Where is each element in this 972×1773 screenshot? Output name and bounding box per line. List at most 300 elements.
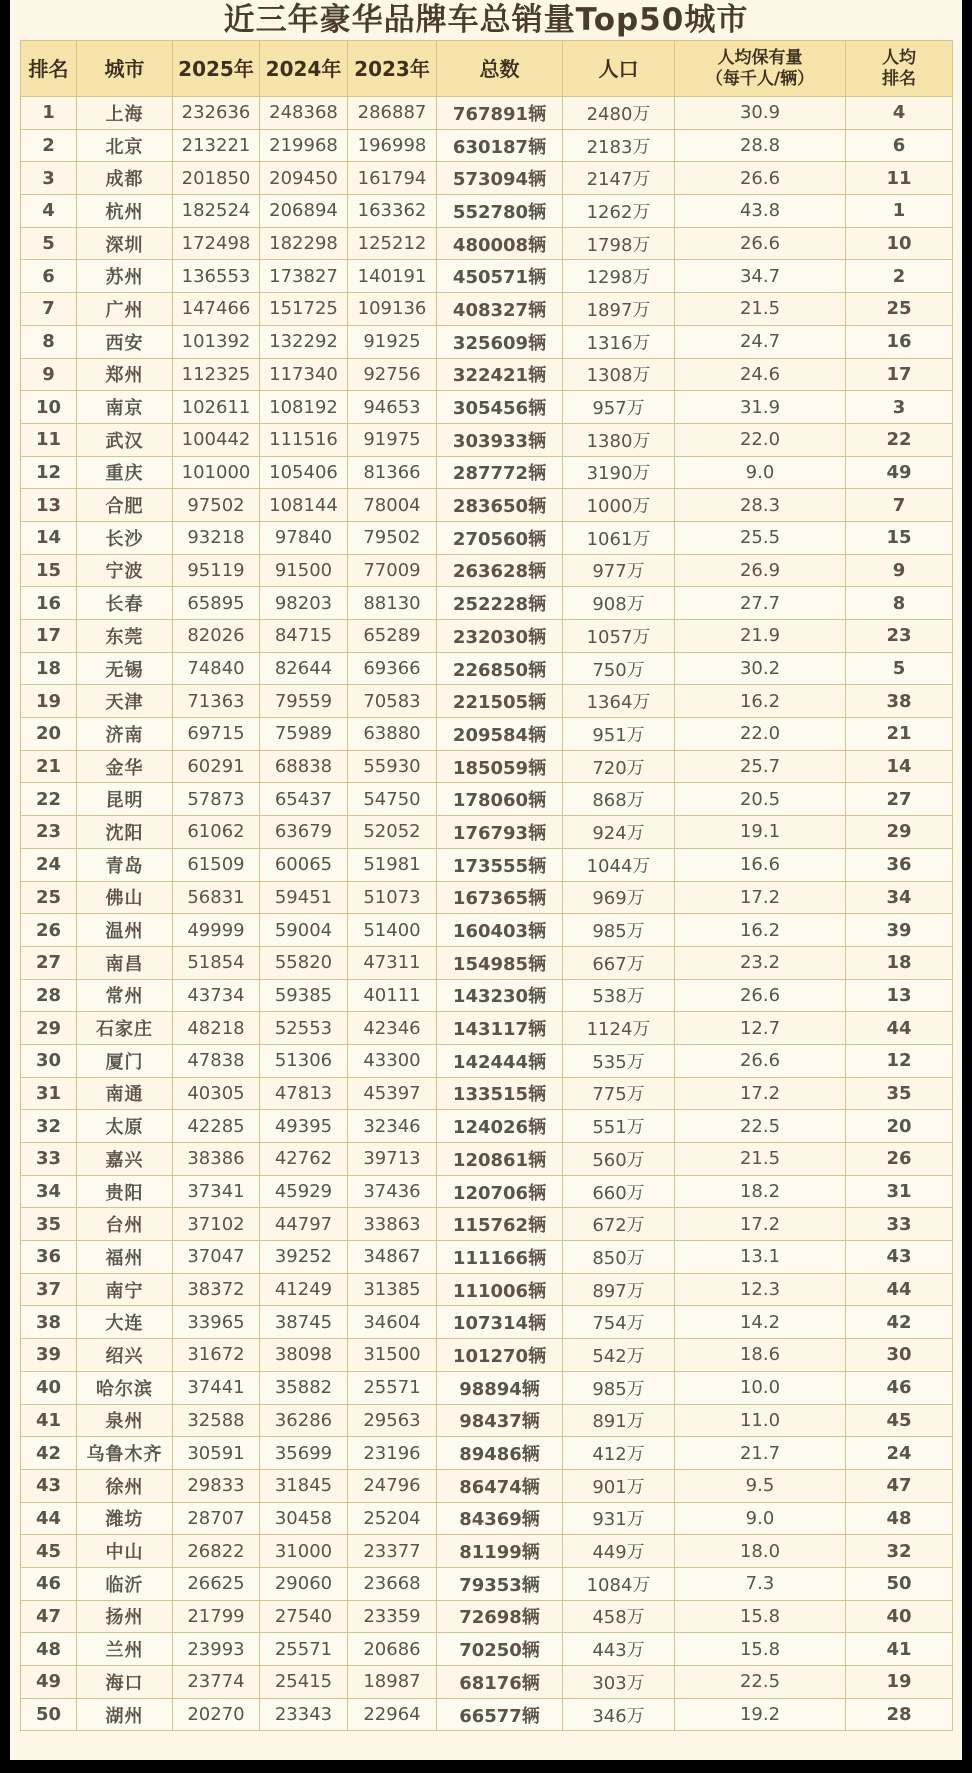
cell-per-capita-rank: 7 (846, 489, 953, 522)
cell-city: 贵阳 (77, 1175, 173, 1208)
cell-2023: 20686 (348, 1633, 437, 1666)
cell-2024: 82644 (260, 652, 348, 685)
cell-total: 252228辆 (437, 587, 563, 620)
table-row (21, 456, 953, 489)
cell-2024: 97840 (260, 521, 348, 554)
cell-per-capita: 16.2 (675, 914, 846, 947)
cell-per-capita: 14.2 (675, 1306, 846, 1339)
table-row (21, 914, 953, 947)
cell-total: 283650辆 (437, 489, 563, 522)
cell-per-capita: 20.5 (675, 783, 846, 816)
cell-2025: 201850 (173, 162, 260, 195)
cell-population: 891万 (563, 1404, 675, 1437)
cell-2024: 31845 (260, 1469, 348, 1502)
cell-2024: 55820 (260, 946, 348, 979)
cell-2024: 51306 (260, 1044, 348, 1077)
cell-2023: 78004 (348, 489, 437, 522)
cell-total: 142444辆 (437, 1044, 563, 1077)
cell-city: 长沙 (77, 521, 173, 554)
cell-total: 107314辆 (437, 1306, 563, 1339)
cell-2024: 35699 (260, 1437, 348, 1470)
cell-per-capita: 25.7 (675, 750, 846, 783)
cell-population: 931万 (563, 1502, 675, 1535)
cell-rank: 27 (21, 946, 77, 979)
cell-2024: 45929 (260, 1175, 348, 1208)
cell-per-capita: 22.0 (675, 718, 846, 751)
ranking-sheet (10, 0, 962, 1760)
cell-rank: 4 (21, 195, 77, 228)
cell-rank: 36 (21, 1241, 77, 1274)
cell-per-capita: 17.2 (675, 1077, 846, 1110)
cell-city: 青岛 (77, 848, 173, 881)
table-row (21, 129, 953, 162)
table-row (21, 195, 953, 228)
cell-rank: 13 (21, 489, 77, 522)
page-title: 近三年豪华品牌车总销量Top50城市 (223, 2, 749, 38)
cell-2024: 25415 (260, 1666, 348, 1699)
cell-2025: 172498 (173, 227, 260, 260)
cell-per-capita: 17.2 (675, 1208, 846, 1241)
cell-rank: 2 (21, 129, 77, 162)
cell-2025: 101000 (173, 456, 260, 489)
cell-total: 167365辆 (437, 881, 563, 914)
cell-2024: 47813 (260, 1077, 348, 1110)
table-row (21, 587, 953, 620)
cell-2025: 71363 (173, 685, 260, 718)
cell-2024: 39252 (260, 1241, 348, 1274)
cell-2023: 32346 (348, 1110, 437, 1143)
cell-2023: 140191 (348, 260, 437, 293)
cell-total: 232030辆 (437, 620, 563, 653)
cell-2025: 102611 (173, 391, 260, 424)
cell-rank: 40 (21, 1371, 77, 1404)
cell-2024: 30458 (260, 1502, 348, 1535)
cell-2023: 23377 (348, 1535, 437, 1568)
cell-population: 1308万 (563, 358, 675, 391)
cell-per-capita-rank: 24 (846, 1437, 953, 1470)
cell-per-capita-rank: 45 (846, 1404, 953, 1437)
cell-per-capita-rank: 48 (846, 1502, 953, 1535)
table-row (21, 97, 953, 130)
cell-per-capita-rank: 29 (846, 816, 953, 849)
cell-per-capita-rank: 13 (846, 979, 953, 1012)
table-row (21, 1241, 953, 1274)
cell-city: 徐州 (77, 1469, 173, 1502)
cell-2023: 125212 (348, 227, 437, 260)
table-row (21, 1044, 953, 1077)
cell-per-capita-rank: 26 (846, 1143, 953, 1176)
cell-population: 535万 (563, 1044, 675, 1077)
table-row (21, 1339, 953, 1372)
cell-total: 480008辆 (437, 227, 563, 260)
cell-rank: 7 (21, 293, 77, 326)
cell-2023: 196998 (348, 129, 437, 162)
table-row (21, 1437, 953, 1470)
cell-2023: 91925 (348, 325, 437, 358)
cell-total: 226850辆 (437, 652, 563, 685)
cell-per-capita: 22.5 (675, 1666, 846, 1699)
cell-rank: 39 (21, 1339, 77, 1372)
cell-total: 573094辆 (437, 162, 563, 195)
cell-2024: 173827 (260, 260, 348, 293)
cell-population: 985万 (563, 1371, 675, 1404)
cell-population: 720万 (563, 750, 675, 783)
cell-2023: 25571 (348, 1371, 437, 1404)
cell-2025: 101392 (173, 325, 260, 358)
cell-total: 68176辆 (437, 1666, 563, 1699)
cell-rank: 44 (21, 1502, 77, 1535)
cell-2024: 27540 (260, 1600, 348, 1633)
cell-per-capita: 26.9 (675, 554, 846, 587)
cell-2025: 23993 (173, 1633, 260, 1666)
cell-total: 221505辆 (437, 685, 563, 718)
cell-total: 767891辆 (437, 97, 563, 130)
cell-2024: 36286 (260, 1404, 348, 1437)
cell-per-capita: 17.2 (675, 881, 846, 914)
cell-2023: 51400 (348, 914, 437, 947)
cell-city: 台州 (77, 1208, 173, 1241)
cell-per-capita: 30.2 (675, 652, 846, 685)
cell-rank: 15 (21, 554, 77, 587)
cell-city: 宁波 (77, 554, 173, 587)
cell-2023: 88130 (348, 587, 437, 620)
cell-2025: 61509 (173, 848, 260, 881)
cell-2023: 25204 (348, 1502, 437, 1535)
cell-2025: 74840 (173, 652, 260, 685)
cell-rank: 16 (21, 587, 77, 620)
table-row (21, 1175, 953, 1208)
cell-2024: 108144 (260, 489, 348, 522)
cell-per-capita: 21.9 (675, 620, 846, 653)
cell-per-capita: 13.1 (675, 1241, 846, 1274)
cell-total: 98437辆 (437, 1404, 563, 1437)
cell-per-capita: 10.0 (675, 1371, 846, 1404)
cell-total: 70250辆 (437, 1633, 563, 1666)
cell-per-capita-rank: 34 (846, 881, 953, 914)
cell-2024: 68838 (260, 750, 348, 783)
table-row (21, 1371, 953, 1404)
cell-2024: 84715 (260, 620, 348, 653)
cell-total: 552780辆 (437, 195, 563, 228)
cell-per-capita-rank: 28 (846, 1698, 953, 1731)
cell-2024: 25571 (260, 1633, 348, 1666)
cell-population: 303万 (563, 1666, 675, 1699)
cell-2025: 65895 (173, 587, 260, 620)
cell-total: 79353辆 (437, 1567, 563, 1600)
cell-per-capita: 43.8 (675, 195, 846, 228)
cell-per-capita: 12.7 (675, 1012, 846, 1045)
cell-2025: 57873 (173, 783, 260, 816)
cell-2024: 248368 (260, 97, 348, 130)
cell-per-capita: 26.6 (675, 227, 846, 260)
cell-city: 广州 (77, 293, 173, 326)
cell-population: 560万 (563, 1143, 675, 1176)
cell-city: 乌鲁木齐 (77, 1437, 173, 1470)
cell-per-capita-rank: 14 (846, 750, 953, 783)
cell-2023: 70583 (348, 685, 437, 718)
cell-population: 1316万 (563, 325, 675, 358)
table-row (21, 979, 953, 1012)
cell-2023: 65289 (348, 620, 437, 653)
cell-population: 1124万 (563, 1012, 675, 1045)
cell-2023: 23668 (348, 1567, 437, 1600)
cell-per-capita: 16.2 (675, 685, 846, 718)
cell-population: 1000万 (563, 489, 675, 522)
table-row (21, 750, 953, 783)
cell-city: 中山 (77, 1535, 173, 1568)
header-2023: 2023年 (348, 41, 437, 97)
cell-population: 1262万 (563, 195, 675, 228)
cell-2023: 79502 (348, 521, 437, 554)
cell-population: 443万 (563, 1633, 675, 1666)
cell-per-capita: 21.5 (675, 1143, 846, 1176)
cell-2025: 30591 (173, 1437, 260, 1470)
cell-2025: 69715 (173, 718, 260, 751)
cell-2025: 147466 (173, 293, 260, 326)
header-per-capita-line2: （每千人/辆） (705, 68, 815, 89)
cell-per-capita-rank: 33 (846, 1208, 953, 1241)
header-2025: 2025年 (173, 41, 260, 97)
cell-rank: 32 (21, 1110, 77, 1143)
header-per-capita (675, 41, 846, 97)
cell-per-capita-rank: 10 (846, 227, 953, 260)
header-per-capita-rank-line1: 人均 (882, 47, 916, 68)
cell-rank: 3 (21, 162, 77, 195)
header-per-capita-rank-line2: 排名 (882, 68, 916, 89)
header-rank: 排名 (21, 41, 77, 97)
cell-per-capita: 15.8 (675, 1600, 846, 1633)
cell-rank: 43 (21, 1469, 77, 1502)
cell-2025: 48218 (173, 1012, 260, 1045)
cell-total: 154985辆 (437, 946, 563, 979)
cell-city: 合肥 (77, 489, 173, 522)
cell-rank: 46 (21, 1567, 77, 1600)
cell-per-capita-rank: 30 (846, 1339, 953, 1372)
cell-2023: 31500 (348, 1339, 437, 1372)
cell-rank: 48 (21, 1633, 77, 1666)
table-row (21, 1666, 953, 1699)
cell-per-capita: 21.7 (675, 1437, 846, 1470)
cell-rank: 19 (21, 685, 77, 718)
cell-population: 538万 (563, 979, 675, 1012)
cell-2024: 60065 (260, 848, 348, 881)
cell-total: 408327辆 (437, 293, 563, 326)
cell-per-capita: 12.3 (675, 1273, 846, 1306)
cell-city: 扬州 (77, 1600, 173, 1633)
cell-rank: 50 (21, 1698, 77, 1731)
cell-2023: 286887 (348, 97, 437, 130)
cell-city: 天津 (77, 685, 173, 718)
cell-per-capita-rank: 25 (846, 293, 953, 326)
cell-2025: 93218 (173, 521, 260, 554)
cell-total: 270560辆 (437, 521, 563, 554)
cell-per-capita-rank: 40 (846, 1600, 953, 1633)
table-row (21, 489, 953, 522)
cell-per-capita-rank: 1 (846, 195, 953, 228)
cell-rank: 9 (21, 358, 77, 391)
cell-2024: 91500 (260, 554, 348, 587)
cell-city: 重庆 (77, 456, 173, 489)
cell-per-capita: 16.6 (675, 848, 846, 881)
cell-population: 1364万 (563, 685, 675, 718)
cell-population: 449万 (563, 1535, 675, 1568)
cell-city: 潍坊 (77, 1502, 173, 1535)
cell-total: 98894辆 (437, 1371, 563, 1404)
cell-population: 850万 (563, 1241, 675, 1274)
cell-population: 1298万 (563, 260, 675, 293)
cell-2025: 136553 (173, 260, 260, 293)
cell-population: 957万 (563, 391, 675, 424)
cell-2025: 47838 (173, 1044, 260, 1077)
table-row (21, 685, 953, 718)
cell-city: 成都 (77, 162, 173, 195)
cell-rank: 6 (21, 260, 77, 293)
table-row (21, 1698, 953, 1731)
cell-per-capita: 19.2 (675, 1698, 846, 1731)
table-row (21, 1273, 953, 1306)
cell-2023: 52052 (348, 816, 437, 849)
cell-2025: 37047 (173, 1241, 260, 1274)
cell-2023: 94653 (348, 391, 437, 424)
cell-2023: 63880 (348, 718, 437, 751)
cell-per-capita-rank: 42 (846, 1306, 953, 1339)
table-row (21, 1208, 953, 1241)
cell-2023: 31385 (348, 1273, 437, 1306)
cell-per-capita-rank: 18 (846, 946, 953, 979)
cell-city: 无锡 (77, 652, 173, 685)
table-row (21, 718, 953, 751)
cell-per-capita: 26.6 (675, 1044, 846, 1077)
cell-per-capita-rank: 15 (846, 521, 953, 554)
cell-total: 173555辆 (437, 848, 563, 881)
cell-2025: 26625 (173, 1567, 260, 1600)
cell-rank: 45 (21, 1535, 77, 1568)
cell-total: 287772辆 (437, 456, 563, 489)
cell-per-capita: 28.3 (675, 489, 846, 522)
cell-rank: 34 (21, 1175, 77, 1208)
cell-2024: 63679 (260, 816, 348, 849)
cell-population: 1084万 (563, 1567, 675, 1600)
cell-per-capita-rank: 6 (846, 129, 953, 162)
cell-2023: 77009 (348, 554, 437, 587)
table-row (21, 1502, 953, 1535)
cell-rank: 49 (21, 1666, 77, 1699)
cell-rank: 29 (21, 1012, 77, 1045)
cell-population: 1798万 (563, 227, 675, 260)
cell-rank: 24 (21, 848, 77, 881)
cell-total: 84369辆 (437, 1502, 563, 1535)
cell-2023: 92756 (348, 358, 437, 391)
cell-2024: 65437 (260, 783, 348, 816)
cell-population: 672万 (563, 1208, 675, 1241)
header-row (21, 41, 953, 97)
cell-total: 185059辆 (437, 750, 563, 783)
cell-population: 3190万 (563, 456, 675, 489)
cell-per-capita: 24.6 (675, 358, 846, 391)
cell-rank: 42 (21, 1437, 77, 1470)
table-row (21, 227, 953, 260)
cell-2023: 22964 (348, 1698, 437, 1731)
table-row (21, 1535, 953, 1568)
cell-per-capita-rank: 4 (846, 97, 953, 130)
cell-per-capita: 31.9 (675, 391, 846, 424)
cell-per-capita: 24.7 (675, 325, 846, 358)
cell-2025: 61062 (173, 816, 260, 849)
cell-per-capita-rank: 36 (846, 848, 953, 881)
cell-population: 985万 (563, 914, 675, 947)
cell-per-capita: 23.2 (675, 946, 846, 979)
cell-2025: 38372 (173, 1273, 260, 1306)
cell-2024: 209450 (260, 162, 348, 195)
cell-population: 1897万 (563, 293, 675, 326)
cell-rank: 38 (21, 1306, 77, 1339)
cell-2025: 21799 (173, 1600, 260, 1633)
cell-2024: 52553 (260, 1012, 348, 1045)
cell-per-capita: 19.1 (675, 816, 846, 849)
cell-per-capita: 9.0 (675, 1502, 846, 1535)
cell-population: 2183万 (563, 129, 675, 162)
cell-population: 1044万 (563, 848, 675, 881)
cell-city: 苏州 (77, 260, 173, 293)
cell-2023: 45397 (348, 1077, 437, 1110)
cell-population: 908万 (563, 587, 675, 620)
cell-2024: 151725 (260, 293, 348, 326)
cell-per-capita-rank: 23 (846, 620, 953, 653)
cell-rank: 35 (21, 1208, 77, 1241)
cell-per-capita-rank: 8 (846, 587, 953, 620)
cell-2025: 28707 (173, 1502, 260, 1535)
table-row (21, 1567, 953, 1600)
cell-2025: 38386 (173, 1143, 260, 1176)
cell-2025: 29833 (173, 1469, 260, 1502)
cell-rank: 10 (21, 391, 77, 424)
cell-per-capita: 26.6 (675, 979, 846, 1012)
cell-rank: 30 (21, 1044, 77, 1077)
cell-per-capita-rank: 49 (846, 456, 953, 489)
cell-per-capita: 21.5 (675, 293, 846, 326)
cell-city: 福州 (77, 1241, 173, 1274)
cell-per-capita: 22.0 (675, 423, 846, 456)
cell-total: 111166辆 (437, 1241, 563, 1274)
header-per-capita-line1: 人均保有量 (717, 47, 803, 68)
cell-2025: 31672 (173, 1339, 260, 1372)
cell-2023: 51073 (348, 881, 437, 914)
cell-rank: 8 (21, 325, 77, 358)
cell-2025: 33965 (173, 1306, 260, 1339)
cell-2025: 82026 (173, 620, 260, 653)
cell-total: 263628辆 (437, 554, 563, 587)
cell-population: 897万 (563, 1273, 675, 1306)
cell-2025: 32588 (173, 1404, 260, 1437)
table-row (21, 391, 953, 424)
cell-2025: 100442 (173, 423, 260, 456)
cell-total: 143117辆 (437, 1012, 563, 1045)
cell-per-capita-rank: 35 (846, 1077, 953, 1110)
cell-2023: 81366 (348, 456, 437, 489)
cell-total: 322421辆 (437, 358, 563, 391)
header-population: 人口 (563, 41, 675, 97)
cell-2024: 105406 (260, 456, 348, 489)
cell-per-capita-rank: 22 (846, 423, 953, 456)
cell-2025: 20270 (173, 1698, 260, 1731)
cell-total: 111006辆 (437, 1273, 563, 1306)
cell-per-capita-rank: 32 (846, 1535, 953, 1568)
table-row (21, 1469, 953, 1502)
cell-population: 977万 (563, 554, 675, 587)
cell-2023: 34604 (348, 1306, 437, 1339)
cell-per-capita-rank: 5 (846, 652, 953, 685)
table-row (21, 946, 953, 979)
